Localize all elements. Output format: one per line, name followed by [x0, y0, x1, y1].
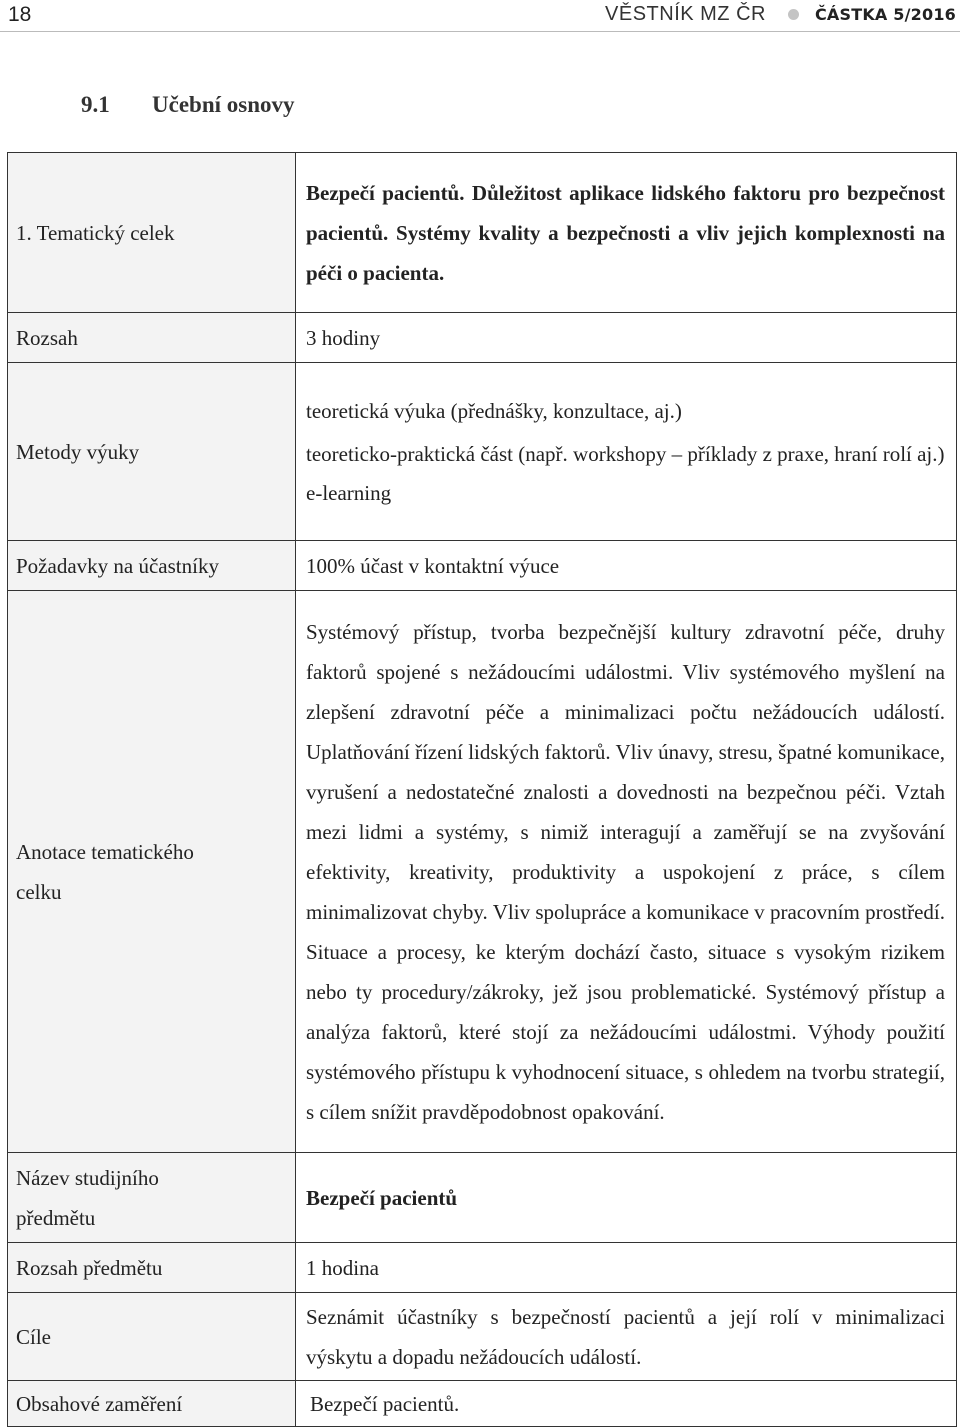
content-cell-scope [296, 313, 957, 363]
label-cell-requirements [8, 541, 296, 591]
page-number: 18 [8, 3, 32, 26]
requirements-label: Požadavky na účastníky [16, 553, 219, 578]
label-cell-theme [8, 153, 296, 313]
content-cell-annotation [296, 591, 957, 1153]
subject-name-label-line1: Název studijního [16, 1165, 159, 1190]
page-header [0, 0, 960, 30]
subject-scope-label: Rozsah předmětu [16, 1255, 163, 1280]
table-row-scope [8, 313, 957, 363]
syllabus-table [7, 152, 957, 1427]
content-cell-subject-scope [296, 1243, 957, 1293]
header-divider [0, 31, 960, 32]
requirements-value: 100% účast v kontaktní výuce [306, 553, 560, 578]
goals-value: Seznámit účastníky s bezpečností pacientů a její rolí v minimalizaci výskytu a dopadu nežádoucích událostí. [306, 1304, 945, 1369]
label-cell-subject-scope [8, 1243, 296, 1293]
goals-label: Cíle [16, 1324, 51, 1349]
table-row-subject-scope [8, 1243, 957, 1293]
annotation-label-line2: celku [16, 879, 62, 904]
methods-label: Metody výuky [16, 439, 140, 464]
table-row-theme [8, 153, 957, 313]
header-publication [605, 3, 956, 26]
section-number: 9.1 [81, 92, 110, 117]
subject-name-label-line2: předmětu [16, 1205, 96, 1230]
journal-title: VĚSTNÍK MZ ČR [605, 3, 766, 25]
theme-value: Bezpečí pacientů. Důležitost aplikace lidského faktoru pro bezpečnost pacientů. Systémy kvality a bezpečnosti a vliv jejich komplexnosti na péči o pacienta. [306, 180, 945, 285]
section-heading [81, 92, 295, 118]
label-cell-goals [8, 1293, 296, 1381]
issue-label: ČÁSTKA 5/2016 [814, 5, 956, 24]
subject-name-value: Bezpečí pacientů [306, 1185, 458, 1210]
label-cell-scope [8, 313, 296, 363]
subject-scope-value: 1 hodina [306, 1255, 379, 1280]
label-cell-subject-name [8, 1153, 296, 1243]
content-cell-requirements [296, 541, 957, 591]
label-cell-annotation [8, 591, 296, 1153]
table-row-requirements [8, 541, 957, 591]
content-cell-subject-name [296, 1153, 957, 1243]
bullet-dot-icon [788, 9, 799, 20]
table-row-annotation [8, 591, 957, 1153]
method-item: teoretická výuka (přednášky, konzultace, aj.) [306, 398, 682, 423]
content-focus-label: Obsahové zaměření [16, 1391, 183, 1416]
method-item: e-learning [306, 480, 392, 505]
content-cell-goals [296, 1293, 957, 1381]
scope-label: Rozsah [16, 325, 78, 350]
content-cell-methods [296, 363, 957, 541]
content-focus-value: Bezpečí pacientů. [310, 1391, 460, 1416]
table-row-methods [8, 363, 957, 541]
section-title: Učební osnovy [152, 92, 295, 117]
table-row-goals [8, 1293, 957, 1381]
label-cell-methods [8, 363, 296, 541]
scope-value: 3 hodiny [306, 325, 381, 350]
method-item: teoreticko-praktická část (např. workshopy – příklady z praxe, hraní rolí aj.) [306, 441, 945, 466]
annotation-value: Systémový přístup, tvorba bezpečnější kultury zdravotní péče, druhy faktorů spojené s nežádoucími událostmi. Vliv systémového myšlení na zlepšení zdravotní péče a minimalizaci počtu nežádoucích událostí. Uplatňování řízení lidských faktorů. Vliv únavy, stresu, špatné komunikace, vyrušení a nedostatečné znalosti a dovednosti na bezpečnou péči. Vztah mezi lidmi a systémy, s nimiž interagují a zaměřují se na zvyšování efektivity, kreativity, produktivity a uspokojení z práce, s cílem minimalizovat chyby. Vliv spolupráce a komunikace v pracovním prostředí. Situace a procesy, ke kterým dochází často, situace s vysokým rizikem nebo ty procedury/zákroky, jež jsou problematické. Systémový přístup a analýza faktorů, které stojí za nežádoucími událostmi. Výhody použití systémového přístupu k vyhodnocení situace, s ohledem na tvorbu strategií, s cílem snížit pravděpodobnost opakování. [306, 619, 945, 1124]
annotation-label-line1: Anotace tematického [16, 839, 194, 864]
table-row-subject-name [8, 1153, 957, 1243]
theme-label: 1. Tematický celek [16, 220, 175, 245]
content-cell-theme [296, 153, 957, 313]
